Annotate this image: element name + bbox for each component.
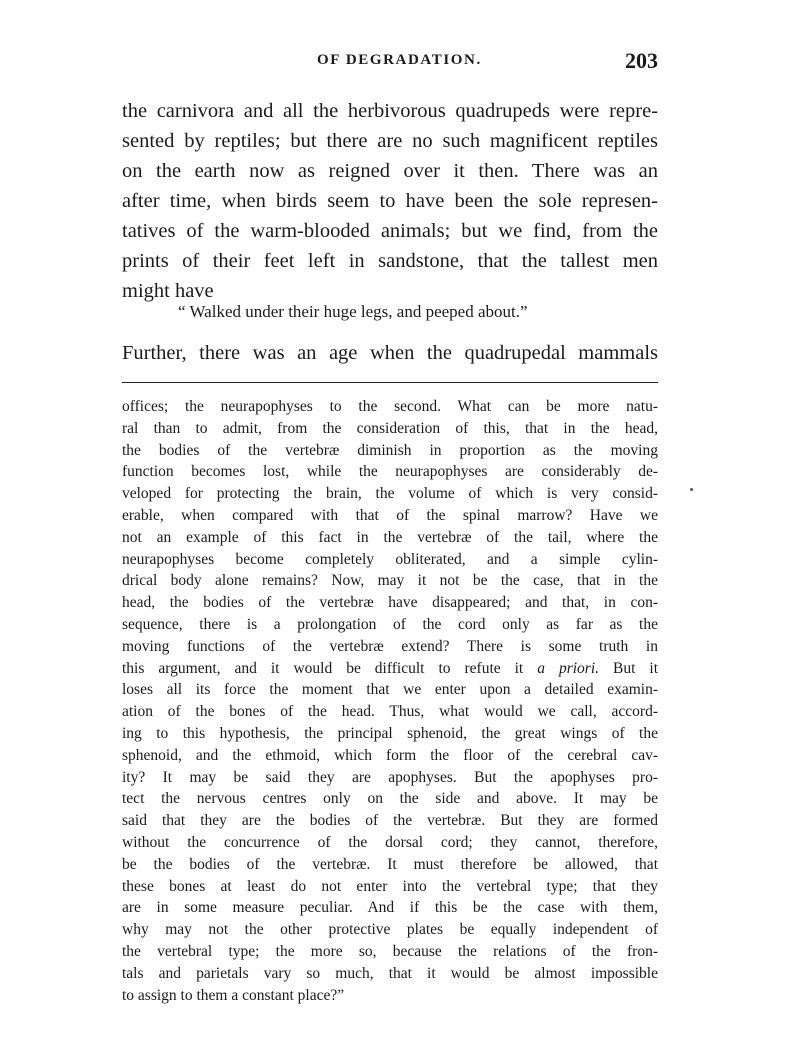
- footnote-line-end: But it: [599, 659, 658, 677]
- page-number: 203: [625, 48, 658, 73]
- footnote-line: ral than to admit, from the consideration of this, that in the head,: [122, 419, 658, 437]
- continuation-paragraph: [122, 338, 658, 368]
- footnote-line: ity? It may be said they are apophyses. But the apophyses pro-: [122, 768, 658, 786]
- italic-phrase: a priori.: [537, 659, 600, 677]
- footnote-line: tect the nervous centres only on the side and above. It may be: [122, 790, 658, 808]
- footnote-line: without the concurrence of the dorsal cord; they cannot, therefore,: [122, 833, 658, 851]
- footnote-line: veloped for protecting the brain, the volume of which is very consid-: [122, 485, 658, 503]
- main-text-line: tatives of the warm-blooded animals; but we find, from the: [122, 220, 658, 242]
- footnote-line: ation of the bones of the head. Thus, what would we call, accord-: [122, 703, 658, 721]
- footnote-line: tals and parietals vary so much, that it would be almost impossible: [122, 964, 658, 982]
- footnote-line: neurapophyses become completely obliterated, and a simple cylin-: [122, 550, 658, 568]
- footnote-line-with-italic: [122, 658, 658, 680]
- footnote-line: function becomes lost, while the neurapophyses are considerably de-: [122, 463, 658, 481]
- footnote-divider: [122, 382, 658, 383]
- footnote-line: moving functions of the vertebræ extend? There is some truth in: [122, 637, 658, 655]
- main-paragraph: [122, 96, 658, 306]
- main-text-line: after time, when birds seem to have been the sole represen-: [122, 190, 658, 212]
- footnote-line: sequence, there is a prolongation of the cord only as far as the: [122, 615, 658, 633]
- footnote-line: said that they are the bodies of the vertebræ. But they are formed: [122, 812, 658, 830]
- main-text-line: on the earth now as reigned over it then. There was an: [122, 160, 658, 182]
- footnote-line: head, the bodies of the vertebræ have disappeared; and that, in con-: [122, 594, 658, 612]
- running-title: OF DEGRADATION.: [317, 52, 482, 68]
- footnote-line: are in some measure peculiar. And if this be the case with them,: [122, 899, 658, 917]
- main-text-line: the carnivora and all the herbivorous quadrupeds were repre-: [122, 100, 658, 122]
- footnote-line: erable, when compared with that of the spinal marrow? Have we: [122, 506, 658, 524]
- running-head: [122, 48, 658, 78]
- footnote-line: to assign to them a constant place?”: [122, 986, 345, 1004]
- block-quote: “ Walked under their huge legs, and peeped about.”: [178, 302, 528, 321]
- main-text-line: sented by reptiles; but there are no such magnificent reptiles: [122, 130, 658, 152]
- main-text-line: might have: [122, 280, 214, 302]
- main-text-line: Further, there was an age when the quadrupedal mammals: [122, 342, 658, 364]
- footnote-line: the vertebral type; the more so, because the relations of the fron-: [122, 942, 658, 960]
- footnote: [122, 396, 658, 1006]
- footnote-line: loses all its force the moment that we enter upon a detailed examin-: [122, 681, 658, 699]
- footnote-line: be the bodies of the vertebræ. It must therefore be allowed, that: [122, 855, 658, 873]
- ink-speck: [690, 488, 693, 491]
- footnote-line: offices; the neurapophyses to the second. What can be more natu-: [122, 398, 658, 415]
- footnote-line-start: this argument, and it would be difficult to refute it: [122, 659, 538, 677]
- footnote-line: sphenoid, and the ethmoid, which form the floor of the cerebral cav-: [122, 746, 658, 764]
- footnote-line: why may not the other protective plates be equally independent of: [122, 921, 658, 939]
- footnote-line: the bodies of the vertebræ diminish in proportion as the moving: [122, 441, 658, 459]
- footnote-line: ing to this hypothesis, the principal sphenoid, the great wings of the: [122, 724, 658, 742]
- footnote-line: not an example of this fact in the vertebræ of the tail, where the: [122, 528, 658, 546]
- footnote-line: drical body alone remains? Now, may it not be the case, that in the: [122, 572, 658, 590]
- main-text-line: prints of their feet left in sandstone, that the tallest men: [122, 250, 658, 272]
- footnote-line: these bones at least do not enter into the vertebral type; that they: [122, 877, 658, 895]
